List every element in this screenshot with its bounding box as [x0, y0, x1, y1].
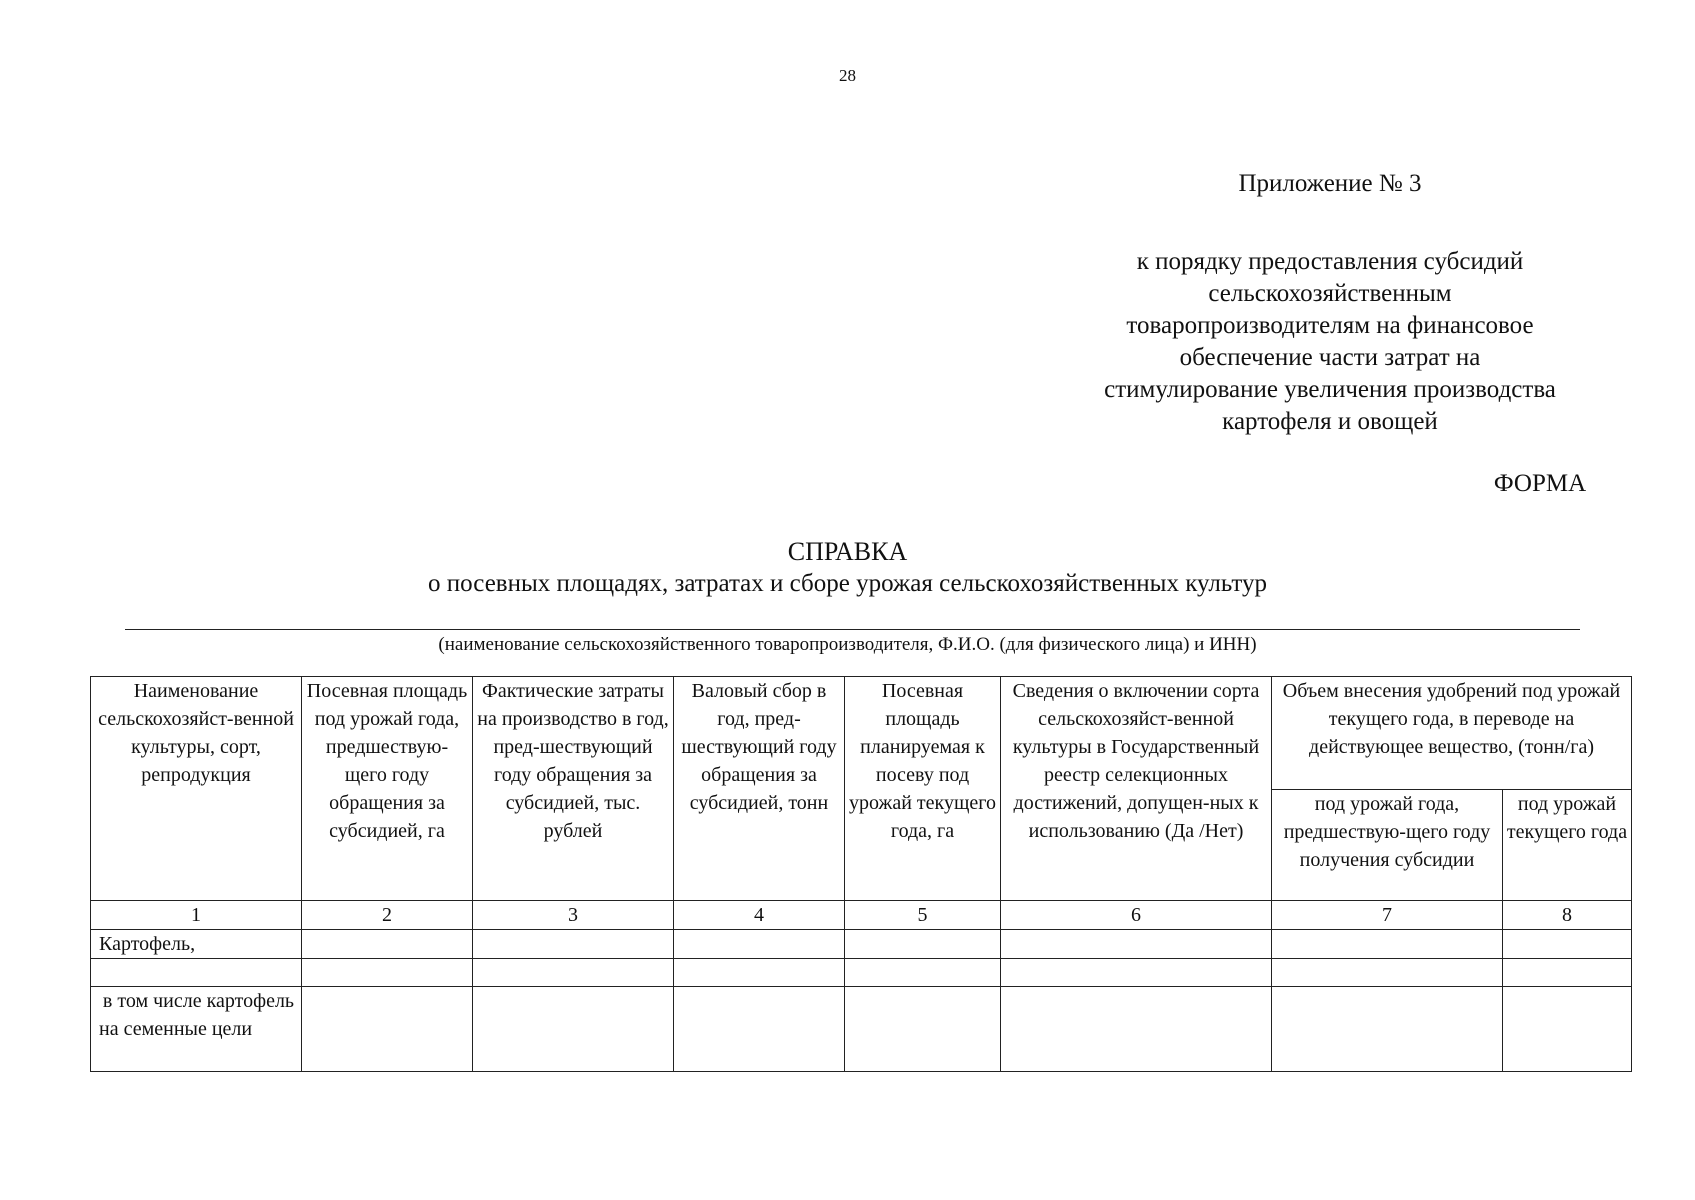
- table-cell[interactable]: [473, 987, 674, 1072]
- table-cell[interactable]: [302, 959, 473, 987]
- column-number: 3: [473, 901, 674, 930]
- table-cell[interactable]: [302, 930, 473, 959]
- table-cell[interactable]: [1001, 959, 1272, 987]
- row-label: в том числе картофель на семенные цели: [91, 987, 302, 1072]
- fill-in-caption: (наименование сельскохозяйственного товаропроизводителя, Ф.И.О. (для физического лица) и ИНН): [438, 634, 1257, 655]
- table-row-potato: [91, 930, 1632, 959]
- appendix-subtitle-line: товаропроизводителям на финансовое: [1126, 312, 1534, 339]
- header-fertilizer-prev: под урожай года, предшествую-щего году получения субсидии: [1272, 790, 1503, 901]
- appendix-subtitle: [1040, 246, 1620, 438]
- header-fertilizer-group: Объем внесения удобрений под урожай текущего года, в переводе на действующее вещество, (тонн/га): [1272, 677, 1632, 790]
- row-label: [91, 959, 302, 987]
- appendix-subtitle-line: картофеля и овощей: [1222, 408, 1438, 435]
- column-number: 7: [1272, 901, 1503, 930]
- table-cell[interactable]: [1272, 959, 1503, 987]
- table-cell[interactable]: [473, 930, 674, 959]
- table-cell[interactable]: [302, 987, 473, 1072]
- table-cell[interactable]: [674, 930, 845, 959]
- table-cell[interactable]: [845, 987, 1001, 1072]
- column-number: 4: [674, 901, 845, 930]
- appendix-subtitle-line: сельскохозяйственным: [1208, 280, 1452, 307]
- table-cell[interactable]: [674, 987, 845, 1072]
- header-sown-area-prev: Посевная площадь под урожай года, предшествую-щего году обращения за субсидией, га: [302, 677, 473, 901]
- table-row-seed-potato: [91, 987, 1632, 1072]
- column-number: 8: [1503, 901, 1632, 930]
- table-cell[interactable]: [1272, 930, 1503, 959]
- row-label: Картофель,: [91, 930, 302, 959]
- form-label: ФОРМА: [1493, 470, 1587, 497]
- table-cell[interactable]: [674, 959, 845, 987]
- document-title: СПРАВКА: [787, 537, 908, 566]
- header-actual-costs: Фактические затраты на производство в год, пред-шествующий году обращения за субсидией, тыс. рублей: [473, 677, 674, 901]
- document-subtitle: о посевных площадях, затратах и сборе урожая сельскохозяйственных культур: [428, 570, 1267, 597]
- table-cell[interactable]: [1001, 987, 1272, 1072]
- table-cell[interactable]: [845, 930, 1001, 959]
- column-number: 1: [91, 901, 302, 930]
- column-number-row: [91, 901, 1632, 930]
- header-registry-info: Сведения о включении сорта сельскохозяйст-венной культуры в Государственный реестр селекционных достижений, допущен-ных к использованию (Да /Нет): [1001, 677, 1272, 901]
- report-table: [90, 676, 1632, 1072]
- header-planned-area: Посевная площадь планируемая к посеву под урожай текущего года, га: [845, 677, 1001, 901]
- header-crop-name: Наименование сельскохозяйст-венной культуры, сорт, репродукция: [91, 677, 302, 901]
- header-gross-harvest: Валовый сбор в год, пред-шествующий году обращения за субсидией, тонн: [674, 677, 845, 901]
- table-row-blank: [91, 959, 1632, 987]
- table-cell[interactable]: [1272, 987, 1503, 1072]
- table-cell[interactable]: [1503, 959, 1632, 987]
- table-cell[interactable]: [845, 959, 1001, 987]
- fill-in-line[interactable]: [125, 629, 1580, 630]
- header-fertilizer-current: под урожай текущего года: [1503, 790, 1632, 901]
- page-number: 28: [839, 66, 856, 85]
- appendix-subtitle-line: к порядку предоставления субсидий: [1136, 248, 1524, 275]
- table-cell[interactable]: [1001, 930, 1272, 959]
- appendix-subtitle-line: стимулирование увеличения производства: [1104, 376, 1556, 403]
- table-cell[interactable]: [1503, 930, 1632, 959]
- table-cell[interactable]: [1503, 987, 1632, 1072]
- column-number: 6: [1001, 901, 1272, 930]
- appendix-subtitle-line: обеспечение части затрат на: [1179, 344, 1481, 371]
- column-number: 5: [845, 901, 1001, 930]
- column-number: 2: [302, 901, 473, 930]
- table-cell[interactable]: [473, 959, 674, 987]
- appendix-title: Приложение № 3: [1238, 170, 1422, 197]
